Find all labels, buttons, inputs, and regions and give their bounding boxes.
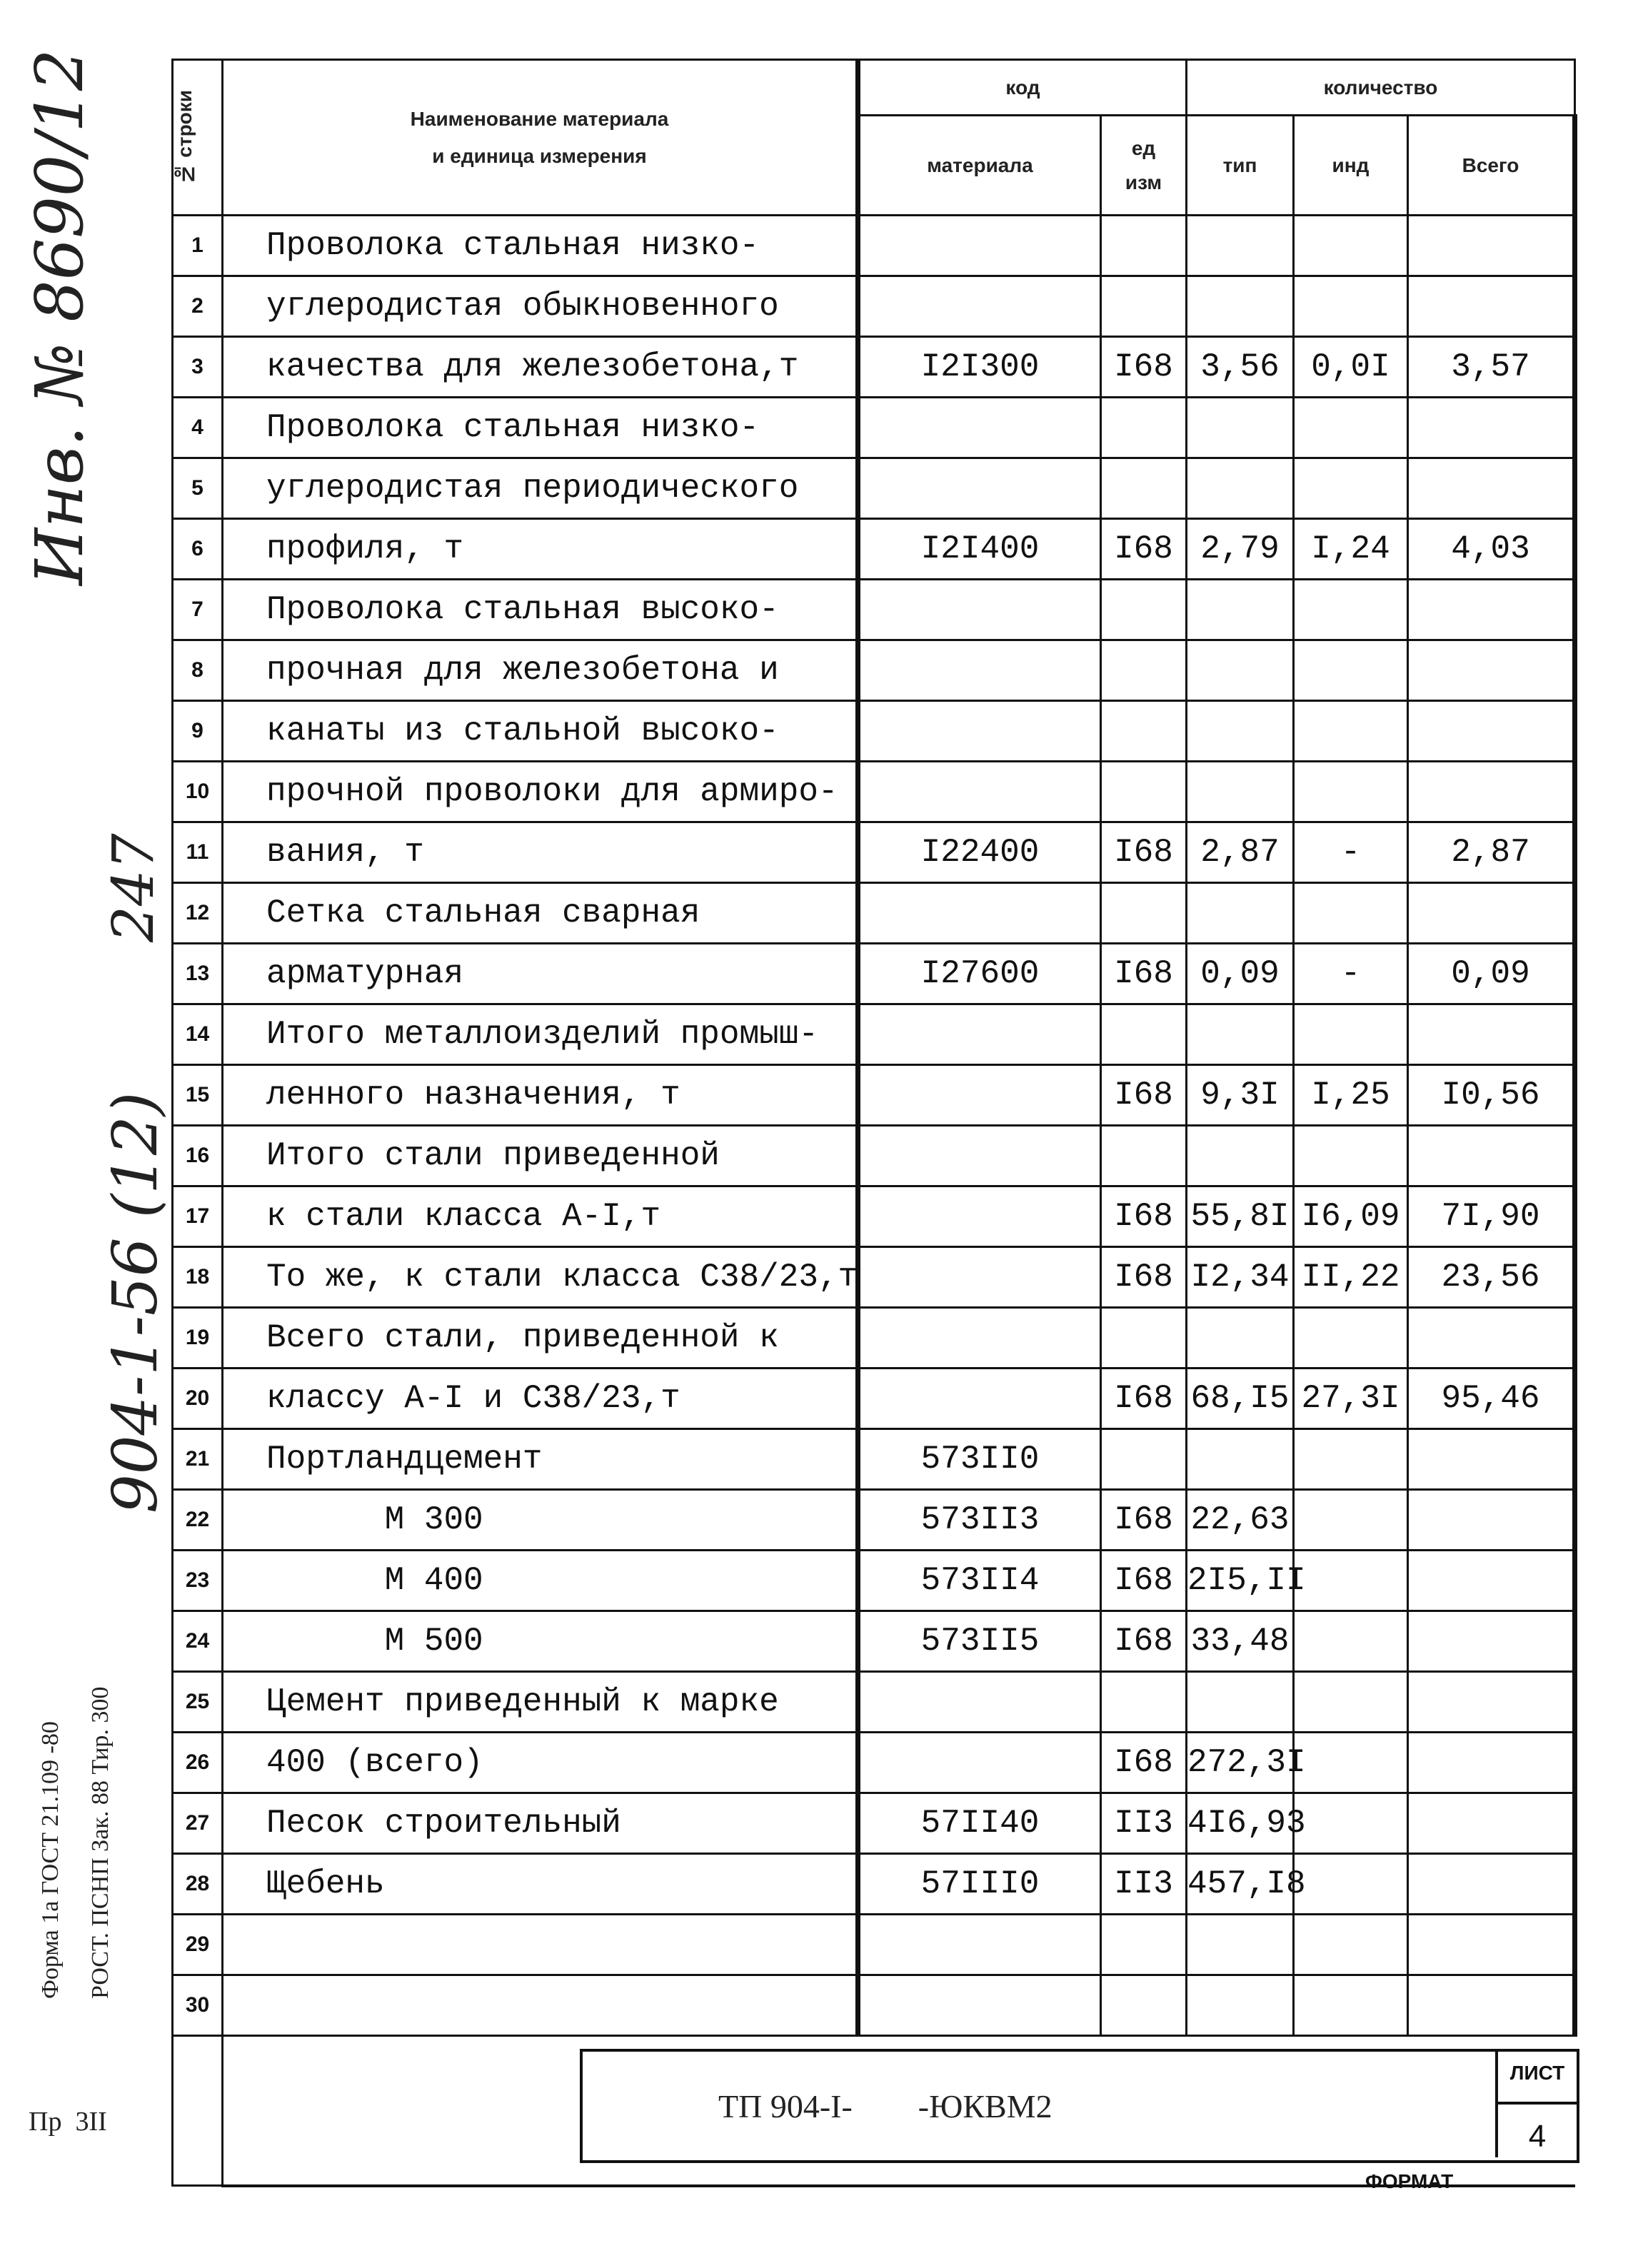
table-row bbox=[173, 1186, 1575, 1247]
qty-total bbox=[1408, 1793, 1575, 1854]
qty-type: 2,87 bbox=[1187, 822, 1294, 883]
qty-total bbox=[1408, 276, 1575, 337]
qty-total: 3,57 bbox=[1408, 337, 1575, 398]
qty-ind bbox=[1294, 398, 1408, 458]
qty-ind bbox=[1294, 883, 1408, 944]
unit-code: I68 bbox=[1101, 1247, 1187, 1308]
material-code: I2I300 bbox=[858, 337, 1101, 398]
material-name: Всего стали, приведенной к bbox=[223, 1308, 858, 1369]
row-number: 30 bbox=[173, 1975, 223, 2036]
qty-type bbox=[1187, 398, 1294, 458]
material-code bbox=[858, 1369, 1101, 1429]
qty-type bbox=[1187, 276, 1294, 337]
qty-type: 33,48 bbox=[1187, 1611, 1294, 1672]
unit-code bbox=[1101, 701, 1187, 762]
table-row bbox=[173, 762, 1575, 822]
qty-type bbox=[1187, 1915, 1294, 1975]
material-name: углеродистая периодического bbox=[223, 458, 858, 519]
table-row bbox=[173, 216, 1575, 276]
unit-code: I68 bbox=[1101, 1551, 1187, 1611]
material-name: М 400 bbox=[223, 1551, 858, 1611]
drawing-designation: ТП 904-I- -ЮКВМ2 bbox=[718, 2088, 1052, 2125]
row-number: 22 bbox=[173, 1490, 223, 1551]
sheet-number: 4 bbox=[1528, 2119, 1547, 2154]
row-number: 7 bbox=[173, 580, 223, 640]
unit-code: I68 bbox=[1101, 822, 1187, 883]
material-code bbox=[858, 1247, 1101, 1308]
row-number-header: № строки bbox=[173, 60, 223, 216]
row-number: 21 bbox=[173, 1429, 223, 1490]
qty-type: 2I5,II bbox=[1187, 1551, 1294, 1611]
qty-total bbox=[1408, 701, 1575, 762]
material-name: То же, к стали класса С38/23,т bbox=[223, 1247, 858, 1308]
qty-total: 7I,90 bbox=[1408, 1186, 1575, 1247]
table-row bbox=[173, 1308, 1575, 1369]
qty-type: 22,63 bbox=[1187, 1490, 1294, 1551]
row-number: 5 bbox=[173, 458, 223, 519]
qty-ind: - bbox=[1294, 822, 1408, 883]
material-name bbox=[223, 1915, 858, 1975]
material-code: 573II5 bbox=[858, 1611, 1101, 1672]
unit-code bbox=[1101, 458, 1187, 519]
qty-type bbox=[1187, 1126, 1294, 1186]
table-row bbox=[173, 1793, 1575, 1854]
qty-total: 23,56 bbox=[1408, 1247, 1575, 1308]
table-row bbox=[173, 640, 1575, 701]
unit-code: I68 bbox=[1101, 337, 1187, 398]
material-code bbox=[858, 1975, 1101, 2036]
material-code: 573II0 bbox=[858, 1429, 1101, 1490]
qty-total bbox=[1408, 1915, 1575, 1975]
unit-code: I68 bbox=[1101, 1369, 1187, 1429]
qty-total bbox=[1408, 1429, 1575, 1490]
qty-ind: I6,09 bbox=[1294, 1186, 1408, 1247]
material-code bbox=[858, 1733, 1101, 1793]
qty-total bbox=[1408, 1004, 1575, 1065]
table-row bbox=[173, 398, 1575, 458]
row-number: 29 bbox=[173, 1915, 223, 1975]
title-block bbox=[580, 2049, 1579, 2163]
qty-ind bbox=[1294, 701, 1408, 762]
table-row bbox=[173, 1733, 1575, 1793]
unit-code bbox=[1101, 1308, 1187, 1369]
project-code-note: 904-1-56 (12) bbox=[100, 1092, 171, 1513]
ind-qty-header: инд bbox=[1294, 116, 1408, 216]
unit-code bbox=[1101, 1672, 1187, 1733]
qty-total: 2,87 bbox=[1408, 822, 1575, 883]
row-number: 13 bbox=[173, 944, 223, 1004]
material-code: I2I400 bbox=[858, 519, 1101, 580]
qty-total bbox=[1408, 1611, 1575, 1672]
material-code bbox=[858, 1308, 1101, 1369]
material-specification-table bbox=[171, 59, 1577, 2187]
qty-total bbox=[1408, 640, 1575, 701]
unit-code bbox=[1101, 1126, 1187, 1186]
table-row bbox=[173, 1247, 1575, 1308]
qty-ind bbox=[1294, 1490, 1408, 1551]
material-name: Проволока стальная низко- bbox=[223, 398, 858, 458]
qty-ind: I,24 bbox=[1294, 519, 1408, 580]
unit-code bbox=[1101, 1004, 1187, 1065]
table-row bbox=[173, 944, 1575, 1004]
unit-code: I68 bbox=[1101, 519, 1187, 580]
material-name: 400 (всего) bbox=[223, 1733, 858, 1793]
row-number: 24 bbox=[173, 1611, 223, 1672]
pr-note: Пр 3II bbox=[29, 2107, 107, 2137]
unit-code bbox=[1101, 276, 1187, 337]
qty-ind: - bbox=[1294, 944, 1408, 1004]
table-row bbox=[173, 1975, 1575, 2036]
row-number: 18 bbox=[173, 1247, 223, 1308]
material-name: Сетка стальная сварная bbox=[223, 883, 858, 944]
qty-ind bbox=[1294, 1975, 1408, 2036]
table-row bbox=[173, 822, 1575, 883]
row-number: 3 bbox=[173, 337, 223, 398]
sheet-box bbox=[1495, 2052, 1577, 2157]
quantity-group-header: количество bbox=[1187, 60, 1575, 116]
qty-total bbox=[1408, 1126, 1575, 1186]
row-number: 25 bbox=[173, 1672, 223, 1733]
unit-code: I68 bbox=[1101, 1733, 1187, 1793]
unit-code bbox=[1101, 1975, 1187, 2036]
row-number: 26 bbox=[173, 1733, 223, 1793]
material-name: Проволока стальная высоко- bbox=[223, 580, 858, 640]
material-name: ленного назначения, т bbox=[223, 1065, 858, 1126]
qty-total: I0,56 bbox=[1408, 1065, 1575, 1126]
qty-ind bbox=[1294, 1733, 1408, 1793]
table-row bbox=[173, 883, 1575, 944]
table-row bbox=[173, 1126, 1575, 1186]
qty-total bbox=[1408, 1672, 1575, 1733]
row-number: 10 bbox=[173, 762, 223, 822]
inventory-number-note: Инв. № 8690/12 bbox=[21, 49, 98, 585]
material-name bbox=[223, 1975, 858, 2036]
qty-type bbox=[1187, 1672, 1294, 1733]
material-name: к стали класса А-I,т bbox=[223, 1186, 858, 1247]
material-name: прочной проволоки для армиро- bbox=[223, 762, 858, 822]
row-number: 9 bbox=[173, 701, 223, 762]
qty-type: I2,34 bbox=[1187, 1247, 1294, 1308]
qty-ind bbox=[1294, 458, 1408, 519]
qty-total bbox=[1408, 1733, 1575, 1793]
qty-ind bbox=[1294, 762, 1408, 822]
qty-total bbox=[1408, 1975, 1575, 2036]
table-row bbox=[173, 1551, 1575, 1611]
unit-code bbox=[1101, 216, 1187, 276]
table-row bbox=[173, 701, 1575, 762]
qty-ind bbox=[1294, 1004, 1408, 1065]
material-code bbox=[858, 1915, 1101, 1975]
material-code bbox=[858, 1065, 1101, 1126]
material-name: Портландцемент bbox=[223, 1429, 858, 1490]
row-number: 1 bbox=[173, 216, 223, 276]
unit-code: II3 bbox=[1101, 1793, 1187, 1854]
material-name: арматурная bbox=[223, 944, 858, 1004]
qty-type: 4I6,93 bbox=[1187, 1793, 1294, 1854]
form-standard-line1: Форма 1а ГОСТ 21.109 -80 bbox=[37, 1721, 64, 1999]
table-row bbox=[173, 1672, 1575, 1733]
material-name: канаты из стальной высоко- bbox=[223, 701, 858, 762]
row-number: 28 bbox=[173, 1854, 223, 1915]
qty-type: 2,79 bbox=[1187, 519, 1294, 580]
unit-code bbox=[1101, 762, 1187, 822]
table-row bbox=[173, 1004, 1575, 1065]
unit-code bbox=[1101, 1915, 1187, 1975]
row-number: 15 bbox=[173, 1065, 223, 1126]
material-name: Цемент приведенный к марке bbox=[223, 1672, 858, 1733]
qty-total bbox=[1408, 1854, 1575, 1915]
qty-total bbox=[1408, 1490, 1575, 1551]
row-number: 20 bbox=[173, 1369, 223, 1429]
material-code bbox=[858, 701, 1101, 762]
row-number: 12 bbox=[173, 883, 223, 944]
table-row bbox=[173, 1915, 1575, 1975]
qty-total bbox=[1408, 580, 1575, 640]
qty-type bbox=[1187, 640, 1294, 701]
material-code bbox=[858, 883, 1101, 944]
row-number: 2 bbox=[173, 276, 223, 337]
qty-total bbox=[1408, 216, 1575, 276]
qty-type bbox=[1187, 1429, 1294, 1490]
qty-type bbox=[1187, 883, 1294, 944]
material-code: I27600 bbox=[858, 944, 1101, 1004]
qty-type: 9,3I bbox=[1187, 1065, 1294, 1126]
material-code bbox=[858, 276, 1101, 337]
material-name: классу А-I и С38/23,т bbox=[223, 1369, 858, 1429]
material-name: качества для железобетона,т bbox=[223, 337, 858, 398]
qty-type: 55,8I bbox=[1187, 1186, 1294, 1247]
table-row bbox=[173, 1429, 1575, 1490]
qty-type bbox=[1187, 762, 1294, 822]
qty-ind bbox=[1294, 1551, 1408, 1611]
material-name: профиля, т bbox=[223, 519, 858, 580]
footer-spacer-num bbox=[173, 2036, 223, 2186]
row-number: 11 bbox=[173, 822, 223, 883]
table-row bbox=[173, 276, 1575, 337]
qty-ind: II,22 bbox=[1294, 1247, 1408, 1308]
unit-code: I68 bbox=[1101, 1611, 1187, 1672]
material-code bbox=[858, 1126, 1101, 1186]
unit-code: I68 bbox=[1101, 1065, 1187, 1126]
row-number: 17 bbox=[173, 1186, 223, 1247]
qty-ind: I,25 bbox=[1294, 1065, 1408, 1126]
qty-ind bbox=[1294, 1126, 1408, 1186]
row-number: 19 bbox=[173, 1308, 223, 1369]
qty-ind bbox=[1294, 1308, 1408, 1369]
table-row bbox=[173, 1611, 1575, 1672]
material-name: Песок строительный bbox=[223, 1793, 858, 1854]
material-name: М 300 bbox=[223, 1490, 858, 1551]
material-name-header: Наименование материала и единица измерения bbox=[223, 60, 858, 216]
qty-type bbox=[1187, 216, 1294, 276]
total-qty-header: Всего bbox=[1408, 116, 1575, 216]
qty-ind bbox=[1294, 216, 1408, 276]
qty-ind bbox=[1294, 1611, 1408, 1672]
material-code bbox=[858, 640, 1101, 701]
material-name: Проволока стальная низко- bbox=[223, 216, 858, 276]
unit-code bbox=[1101, 883, 1187, 944]
unit-code: II3 bbox=[1101, 1854, 1187, 1915]
qty-ind bbox=[1294, 580, 1408, 640]
material-code bbox=[858, 580, 1101, 640]
code-group-header: код bbox=[858, 60, 1187, 116]
table-row bbox=[173, 1065, 1575, 1126]
qty-type bbox=[1187, 1975, 1294, 2036]
format-label: ФОРМАТ bbox=[1365, 2170, 1454, 2192]
qty-type: 68,I5 bbox=[1187, 1369, 1294, 1429]
table-row bbox=[173, 519, 1575, 580]
unit-code bbox=[1101, 398, 1187, 458]
unit-header: ед изм bbox=[1101, 116, 1187, 216]
qty-type bbox=[1187, 1004, 1294, 1065]
qty-total: 0,09 bbox=[1408, 944, 1575, 1004]
qty-ind: 27,3I bbox=[1294, 1369, 1408, 1429]
material-name: Итого стали приведенной bbox=[223, 1126, 858, 1186]
code-247-note: 247 bbox=[100, 833, 166, 942]
row-number: 23 bbox=[173, 1551, 223, 1611]
table-row bbox=[173, 1490, 1575, 1551]
qty-type: 457,I8 bbox=[1187, 1854, 1294, 1915]
row-number: 8 bbox=[173, 640, 223, 701]
row-number: 16 bbox=[173, 1126, 223, 1186]
unit-code: I68 bbox=[1101, 1186, 1187, 1247]
qty-ind bbox=[1294, 1793, 1408, 1854]
qty-type bbox=[1187, 458, 1294, 519]
qty-type bbox=[1187, 701, 1294, 762]
unit-code bbox=[1101, 640, 1187, 701]
material-code bbox=[858, 1004, 1101, 1065]
material-name: М 500 bbox=[223, 1611, 858, 1672]
material-code bbox=[858, 216, 1101, 276]
material-code: I22400 bbox=[858, 822, 1101, 883]
qty-type bbox=[1187, 1308, 1294, 1369]
material-code-header: материала bbox=[858, 116, 1101, 216]
table-row bbox=[173, 337, 1575, 398]
qty-total bbox=[1408, 398, 1575, 458]
type-qty-header: тип bbox=[1187, 116, 1294, 216]
material-code bbox=[858, 1186, 1101, 1247]
qty-total bbox=[1408, 883, 1575, 944]
material-name: Щебень bbox=[223, 1854, 858, 1915]
qty-ind bbox=[1294, 1672, 1408, 1733]
unit-code: I68 bbox=[1101, 944, 1187, 1004]
qty-ind bbox=[1294, 640, 1408, 701]
unit-code bbox=[1101, 1429, 1187, 1490]
qty-ind bbox=[1294, 1854, 1408, 1915]
qty-type: 0,09 bbox=[1187, 944, 1294, 1004]
material-name: вания, т bbox=[223, 822, 858, 883]
row-number: 14 bbox=[173, 1004, 223, 1065]
table-row bbox=[173, 580, 1575, 640]
qty-total bbox=[1408, 1551, 1575, 1611]
material-name: Итого металлоизделий промыш- bbox=[223, 1004, 858, 1065]
qty-total: 4,03 bbox=[1408, 519, 1575, 580]
material-code bbox=[858, 398, 1101, 458]
material-code bbox=[858, 762, 1101, 822]
material-name: прочная для железобетона и bbox=[223, 640, 858, 701]
qty-total: 95,46 bbox=[1408, 1369, 1575, 1429]
qty-ind bbox=[1294, 1429, 1408, 1490]
qty-type: 272,3I bbox=[1187, 1733, 1294, 1793]
qty-total bbox=[1408, 762, 1575, 822]
material-code bbox=[858, 1672, 1101, 1733]
qty-type bbox=[1187, 580, 1294, 640]
qty-total bbox=[1408, 1308, 1575, 1369]
row-number: 27 bbox=[173, 1793, 223, 1854]
form-standard-line2: РОСТ. ПСНП Зак. 88 Тир. 300 bbox=[87, 1686, 114, 1999]
material-name: углеродистая обыкновенного bbox=[223, 276, 858, 337]
row-number: 4 bbox=[173, 398, 223, 458]
row-number: 6 bbox=[173, 519, 223, 580]
table-row bbox=[173, 1854, 1575, 1915]
qty-total bbox=[1408, 458, 1575, 519]
table-row bbox=[173, 1369, 1575, 1429]
unit-code: I68 bbox=[1101, 1490, 1187, 1551]
unit-code bbox=[1101, 580, 1187, 640]
material-code: 573II4 bbox=[858, 1551, 1101, 1611]
material-code: 57II40 bbox=[858, 1793, 1101, 1854]
sheet-label: ЛИСТ bbox=[1498, 2052, 1577, 2105]
qty-ind: 0,0I bbox=[1294, 337, 1408, 398]
qty-ind bbox=[1294, 276, 1408, 337]
material-code: 57III0 bbox=[858, 1854, 1101, 1915]
qty-type: 3,56 bbox=[1187, 337, 1294, 398]
material-code: 573II3 bbox=[858, 1490, 1101, 1551]
qty-ind bbox=[1294, 1915, 1408, 1975]
material-code bbox=[858, 458, 1101, 519]
table-row bbox=[173, 458, 1575, 519]
